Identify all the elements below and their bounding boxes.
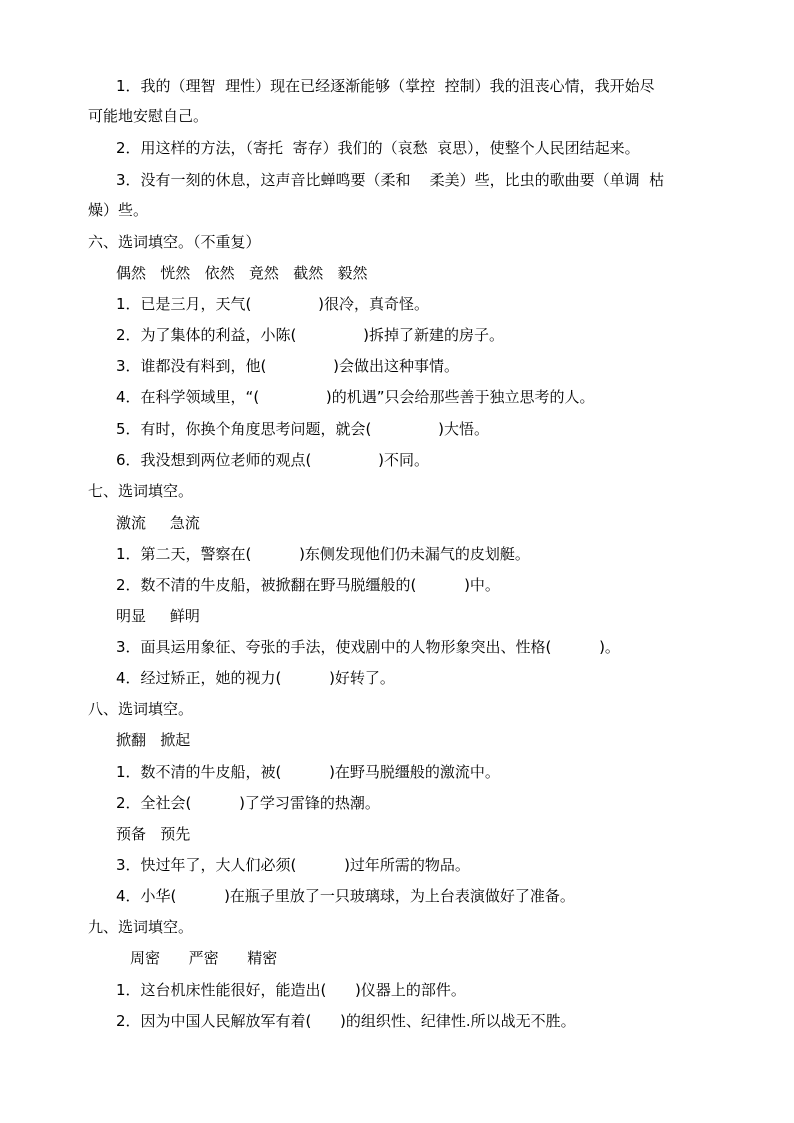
- section-heading: 七、选词填空。: [88, 482, 194, 500]
- question-line: 1．第二天，警察在( )东侧发现他们仍未漏气的皮划艇。: [116, 545, 530, 563]
- question-line: 6．我没想到两位老师的观点( )不同。: [116, 451, 430, 469]
- section-heading: 九、选词填空。: [88, 918, 194, 936]
- question-line: 3．没有一刻的休息，这声音比蝉鸣要（柔和 柔美）些，比虫的歌曲要（单调 枯: [116, 171, 665, 189]
- question-line: 2．数不清的牛皮船，被掀翻在野马脱缰般的( )中。: [116, 576, 500, 594]
- question-line: 4．经过矫正，她的视力( )好转了。: [116, 669, 395, 687]
- word-bank: 预备 预先: [116, 825, 191, 843]
- word-bank: 激流 急流: [116, 514, 200, 532]
- question-line: 2．因为中国人民解放军有着( )的组织性、纪律性.所以战无不胜。: [116, 1012, 576, 1030]
- word-bank: 偶然 恍然 依然 竟然 截然 毅然: [116, 264, 368, 282]
- question-line: 2．为了集体的利益，小陈( )拆掉了新建的房子。: [116, 326, 505, 344]
- section-heading: 八、选词填空。: [88, 700, 194, 718]
- question-line: 4．在科学领域里，“( )的机遇”只会给那些善于独立思考的人。: [116, 388, 595, 406]
- question-line: 4．小华( )在瓶子里放了一只玻璃球，为上台表演做好了准备。: [116, 887, 575, 905]
- word-bank: 周密 严密 精密: [130, 949, 278, 967]
- question-line: 1．数不清的牛皮船，被( )在野马脱缰般的激流中。: [116, 763, 500, 781]
- question-line: 5．有时，你换个角度思考问题，就会( )大悟。: [116, 420, 490, 438]
- question-line: 燥）些。: [88, 201, 149, 219]
- question-line: 2．用这样的方法，（寄托 寄存）我们的（哀愁 哀思），使整个人民团结起来。: [116, 139, 640, 157]
- question-line: 1．我的（理智 理性）现在已经逐渐能够（掌控 控制）我的沮丧心情，我开始尽: [116, 77, 655, 95]
- question-line: 3．面具运用象征、夸张的手法，使戏剧中的人物形象突出、性格( )。: [116, 638, 620, 656]
- question-line: 1．这台机床性能很好，能造出( )仪器上的部件。: [116, 981, 466, 999]
- word-bank: 掀翻 掀起: [116, 731, 191, 749]
- question-line: 2．全社会( )了学习雷锋的热潮。: [116, 794, 380, 812]
- word-bank: 明显 鲜明: [116, 607, 200, 625]
- question-line: 1．已是三月，天气( )很冷，真奇怪。: [116, 295, 430, 313]
- section-heading: 六、选词填空。（不重复）: [88, 233, 261, 251]
- question-line: 3．快过年了，大人们必须( )过年所需的物品。: [116, 856, 470, 874]
- question-line: 3．谁都没有料到，他( )会做出这种事情。: [116, 357, 460, 375]
- question-line: 可能地安慰自己。: [88, 107, 209, 125]
